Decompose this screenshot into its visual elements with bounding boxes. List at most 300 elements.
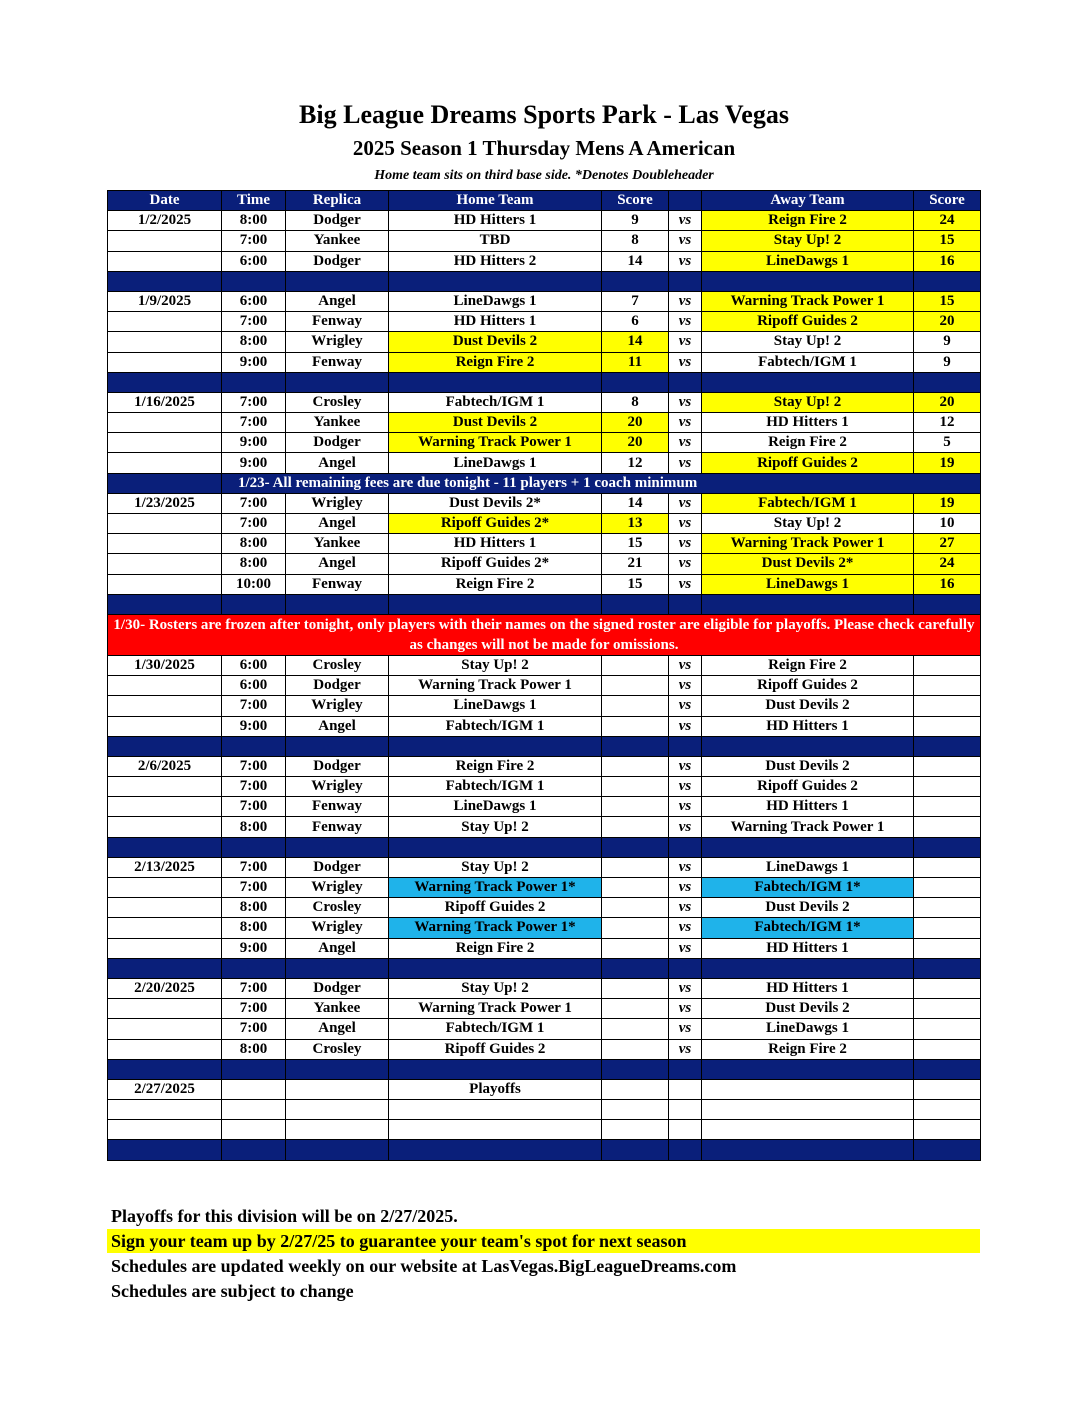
vs-cell: vs [669, 231, 702, 251]
home-team-cell: Stay Up! 2 [389, 817, 602, 837]
separator-cell [702, 958, 914, 978]
home-team-cell: Ripoff Guides 2 [389, 1039, 602, 1059]
separator-cell [914, 594, 981, 614]
table-row [108, 1120, 981, 1140]
date-cell [108, 898, 222, 918]
separator-cell [669, 736, 702, 756]
footer-change-note: Schedules are subject to change [111, 1281, 354, 1301]
home-team-cell: Dust Devils 2 [389, 413, 602, 433]
time-cell: 7:00 [222, 777, 286, 797]
date-cell: 1/30/2025 [108, 655, 222, 675]
table-row [108, 1100, 981, 1120]
notice-text: 1/23- All remaining fees are due tonight - 11 players + 1 coach minimum [222, 473, 981, 493]
vs-cell: vs [669, 574, 702, 594]
time-cell: 7:00 [222, 312, 286, 332]
separator-cell [222, 594, 286, 614]
vs-cell: vs [669, 797, 702, 817]
away-score-cell: 27 [914, 534, 981, 554]
table-row [108, 756, 981, 776]
home-team-cell: HD Hitters 1 [389, 312, 602, 332]
away-team-cell: Reign Fire 2 [702, 1039, 914, 1059]
separator-cell [669, 958, 702, 978]
away-team-cell [702, 1120, 914, 1140]
home-team-cell: HD Hitters 2 [389, 251, 602, 271]
vs-cell: vs [669, 938, 702, 958]
away-score-cell [914, 716, 981, 736]
vs-cell: vs [669, 817, 702, 837]
separator-cell [702, 1140, 914, 1160]
replica-cell: Angel [286, 291, 389, 311]
vs-cell: vs [669, 332, 702, 352]
home-team-cell: Ripoff Guides 2 [389, 898, 602, 918]
home-score-cell [602, 1039, 669, 1059]
separator-row [108, 372, 981, 392]
away-score-cell [914, 898, 981, 918]
separator-cell [669, 1140, 702, 1160]
separator-cell [286, 736, 389, 756]
separator-cell [914, 958, 981, 978]
away-score-cell [914, 817, 981, 837]
separator-cell [389, 372, 602, 392]
time-cell: 7:00 [222, 756, 286, 776]
vs-cell [669, 1079, 702, 1099]
col-header-away-team: Away Team [702, 191, 914, 211]
date-cell [108, 1100, 222, 1120]
notice-text: 1/30- Rosters are frozen after tonight, only players with their names on the signed roster are eligible for playoffs. Please check carefully as changes will not be made for omissions. [108, 614, 981, 655]
time-cell: 7:00 [222, 1019, 286, 1039]
replica-cell: Wrigley [286, 878, 389, 898]
home-team-cell: Fabtech/IGM 1 [389, 716, 602, 736]
away-team-cell: Warning Track Power 1 [702, 291, 914, 311]
away-team-cell: Warning Track Power 1 [702, 817, 914, 837]
separator-cell [702, 837, 914, 857]
table-row [108, 716, 981, 736]
away-score-cell [914, 999, 981, 1019]
away-team-cell: LineDawgs 1 [702, 574, 914, 594]
separator-row [108, 736, 981, 756]
home-team-cell: Warning Track Power 1 [389, 999, 602, 1019]
away-team-cell: Fabtech/IGM 1 [702, 493, 914, 513]
away-team-cell: Reign Fire 2 [702, 211, 914, 231]
time-cell [222, 1120, 286, 1140]
separator-cell [108, 271, 222, 291]
vs-cell: vs [669, 251, 702, 271]
date-cell [108, 413, 222, 433]
replica-cell: Yankee [286, 999, 389, 1019]
away-score-cell [914, 1019, 981, 1039]
home-team-cell: Dust Devils 2* [389, 493, 602, 513]
away-score-cell [914, 938, 981, 958]
time-cell: 7:00 [222, 413, 286, 433]
away-team-cell [702, 1079, 914, 1099]
away-score-cell [914, 1100, 981, 1120]
home-score-cell: 21 [602, 554, 669, 574]
page-subtitle: 2025 Season 1 Thursday Mens A American [352, 136, 736, 160]
replica-cell [286, 1079, 389, 1099]
replica-cell: Fenway [286, 797, 389, 817]
separator-row [108, 594, 981, 614]
separator-cell [389, 837, 602, 857]
vs-cell [669, 1120, 702, 1140]
separator-cell [669, 372, 702, 392]
home-score-cell [602, 777, 669, 797]
date-cell [108, 231, 222, 251]
home-team-cell: HD Hitters 1 [389, 211, 602, 231]
table-row [108, 918, 981, 938]
separator-cell [602, 958, 669, 978]
separator-cell [914, 837, 981, 857]
table-row [108, 1079, 981, 1099]
vs-cell: vs [669, 312, 702, 332]
time-cell: 9:00 [222, 433, 286, 453]
time-cell: 7:00 [222, 978, 286, 998]
table-row [108, 797, 981, 817]
time-cell: 7:00 [222, 857, 286, 877]
replica-cell: Wrigley [286, 332, 389, 352]
home-team-cell: Reign Fire 2 [389, 352, 602, 372]
home-score-cell [602, 756, 669, 776]
away-team-cell: Warning Track Power 1 [702, 534, 914, 554]
away-score-cell [914, 696, 981, 716]
date-cell [108, 676, 222, 696]
separator-cell [914, 271, 981, 291]
home-score-cell [602, 817, 669, 837]
away-team-cell: HD Hitters 1 [702, 716, 914, 736]
date-cell: 2/6/2025 [108, 756, 222, 776]
replica-cell [286, 1120, 389, 1140]
home-score-cell: 8 [602, 231, 669, 251]
separator-cell [222, 736, 286, 756]
away-score-cell [914, 978, 981, 998]
separator-cell [108, 958, 222, 978]
home-team-cell: Fabtech/IGM 1 [389, 777, 602, 797]
replica-cell: Wrigley [286, 493, 389, 513]
footer-playoffs-note: Playoffs for this division will be on 2/27/2025. [111, 1206, 458, 1226]
separator-cell [702, 271, 914, 291]
date-cell [108, 312, 222, 332]
table-row [108, 676, 981, 696]
roster-notice-row [108, 614, 981, 655]
separator-cell [389, 1140, 602, 1160]
replica-cell: Angel [286, 1019, 389, 1039]
separator-cell [108, 736, 222, 756]
home-score-cell [602, 878, 669, 898]
vs-cell: vs [669, 1039, 702, 1059]
home-score-cell: 15 [602, 534, 669, 554]
home-score-cell: 9 [602, 211, 669, 231]
home-score-cell [602, 1120, 669, 1140]
table-row [108, 352, 981, 372]
date-cell [108, 716, 222, 736]
vs-cell: vs [669, 676, 702, 696]
replica-cell: Dodger [286, 978, 389, 998]
separator-cell [286, 1140, 389, 1160]
separator-cell [914, 736, 981, 756]
vs-cell: vs [669, 756, 702, 776]
vs-cell: vs [669, 898, 702, 918]
col-header-vs [669, 191, 702, 211]
away-score-cell: 19 [914, 493, 981, 513]
date-cell [108, 332, 222, 352]
time-cell: 6:00 [222, 676, 286, 696]
home-score-cell [602, 716, 669, 736]
table-row [108, 332, 981, 352]
separator-row [108, 1140, 981, 1160]
home-score-cell: 6 [602, 312, 669, 332]
away-team-cell: Ripoff Guides 2 [702, 312, 914, 332]
away-team-cell: HD Hitters 1 [702, 978, 914, 998]
time-cell [222, 1100, 286, 1120]
table-row [108, 574, 981, 594]
time-cell: 7:00 [222, 696, 286, 716]
replica-cell: Fenway [286, 312, 389, 332]
replica-cell: Angel [286, 716, 389, 736]
home-team-cell: HD Hitters 1 [389, 534, 602, 554]
away-team-cell: Dust Devils 2 [702, 756, 914, 776]
replica-cell: Fenway [286, 352, 389, 372]
time-cell: 7:00 [222, 797, 286, 817]
table-row [108, 817, 981, 837]
home-score-cell: 12 [602, 453, 669, 473]
vs-cell: vs [669, 999, 702, 1019]
table-row [108, 413, 981, 433]
separator-cell [389, 594, 602, 614]
replica-cell: Angel [286, 453, 389, 473]
separator-cell [222, 837, 286, 857]
home-score-cell [602, 898, 669, 918]
vs-cell: vs [669, 655, 702, 675]
away-score-cell: 15 [914, 291, 981, 311]
home-team-cell: Warning Track Power 1 [389, 433, 602, 453]
date-cell [108, 534, 222, 554]
away-score-cell: 24 [914, 554, 981, 574]
separator-cell [389, 958, 602, 978]
home-score-cell [602, 918, 669, 938]
replica-cell: Dodger [286, 251, 389, 271]
home-team-cell: Warning Track Power 1* [389, 878, 602, 898]
away-score-cell: 19 [914, 453, 981, 473]
separator-cell [286, 837, 389, 857]
separator-cell [222, 958, 286, 978]
separator-cell [602, 837, 669, 857]
table-row [108, 857, 981, 877]
replica-cell: Angel [286, 554, 389, 574]
home-score-cell [602, 857, 669, 877]
time-cell: 7:00 [222, 231, 286, 251]
replica-cell: Crosley [286, 898, 389, 918]
separator-cell [286, 958, 389, 978]
home-score-cell [602, 676, 669, 696]
away-score-cell [914, 1039, 981, 1059]
home-team-cell: LineDawgs 1 [389, 797, 602, 817]
time-cell: 7:00 [222, 392, 286, 412]
vs-cell: vs [669, 696, 702, 716]
date-cell: 1/23/2025 [108, 493, 222, 513]
footer-website-note: Schedules are updated weekly on our website at LasVegas.BigLeagueDreams.com [111, 1256, 737, 1276]
home-team-cell: Ripoff Guides 2* [389, 554, 602, 574]
time-cell: 9:00 [222, 716, 286, 736]
notice-spacer [108, 473, 222, 493]
separator-cell [108, 372, 222, 392]
replica-cell: Crosley [286, 392, 389, 412]
replica-cell: Yankee [286, 413, 389, 433]
separator-cell [286, 372, 389, 392]
time-cell: 9:00 [222, 352, 286, 372]
home-score-cell: 15 [602, 574, 669, 594]
date-cell [108, 878, 222, 898]
col-header-time: Time [222, 191, 286, 211]
home-team-cell [389, 1100, 602, 1120]
table-row [108, 1039, 981, 1059]
vs-cell: vs [669, 453, 702, 473]
home-score-cell: 20 [602, 413, 669, 433]
away-score-cell [914, 1079, 981, 1099]
home-team-cell: TBD [389, 231, 602, 251]
replica-cell: Angel [286, 514, 389, 534]
home-team-cell [389, 1120, 602, 1140]
away-team-cell: Stay Up! 2 [702, 514, 914, 534]
away-score-cell: 15 [914, 231, 981, 251]
vs-cell: vs [669, 211, 702, 231]
date-cell [108, 251, 222, 271]
separator-cell [914, 372, 981, 392]
vs-cell: vs [669, 352, 702, 372]
table-header-row [108, 191, 981, 211]
time-cell: 8:00 [222, 918, 286, 938]
home-score-cell [602, 938, 669, 958]
replica-cell: Dodger [286, 756, 389, 776]
away-score-cell [914, 756, 981, 776]
away-team-cell: Ripoff Guides 2 [702, 453, 914, 473]
vs-cell: vs [669, 878, 702, 898]
date-cell [108, 1120, 222, 1140]
vs-cell: vs [669, 978, 702, 998]
away-team-cell: Dust Devils 2 [702, 696, 914, 716]
home-team-cell: LineDawgs 1 [389, 453, 602, 473]
vs-cell: vs [669, 392, 702, 412]
vs-cell: vs [669, 918, 702, 938]
separator-row [108, 837, 981, 857]
time-cell: 8:00 [222, 817, 286, 837]
away-score-cell: 16 [914, 574, 981, 594]
table-row [108, 534, 981, 554]
away-team-cell: Stay Up! 2 [702, 392, 914, 412]
time-cell: 7:00 [222, 999, 286, 1019]
replica-cell: Dodger [286, 676, 389, 696]
date-cell: 2/20/2025 [108, 978, 222, 998]
time-cell: 6:00 [222, 291, 286, 311]
date-cell [108, 554, 222, 574]
home-score-cell [602, 696, 669, 716]
away-score-cell [914, 1120, 981, 1140]
away-score-cell: 24 [914, 211, 981, 231]
separator-cell [389, 271, 602, 291]
away-team-cell: Dust Devils 2 [702, 999, 914, 1019]
replica-cell: Wrigley [286, 918, 389, 938]
date-cell [108, 797, 222, 817]
away-team-cell: Fabtech/IGM 1* [702, 878, 914, 898]
home-score-cell [602, 797, 669, 817]
separator-cell [669, 837, 702, 857]
table-row [108, 392, 981, 412]
replica-cell [286, 1100, 389, 1120]
vs-cell: vs [669, 291, 702, 311]
table-row [108, 696, 981, 716]
separator-cell [669, 1059, 702, 1079]
home-score-cell: 11 [602, 352, 669, 372]
away-score-cell: 9 [914, 352, 981, 372]
fee-notice-row [108, 473, 981, 493]
table-row [108, 938, 981, 958]
replica-cell: Yankee [286, 231, 389, 251]
replica-cell: Dodger [286, 211, 389, 231]
replica-cell: Yankee [286, 534, 389, 554]
home-team-cell: Fabtech/IGM 1 [389, 392, 602, 412]
separator-cell [108, 594, 222, 614]
separator-row [108, 958, 981, 978]
table-row [108, 777, 981, 797]
home-team-cell: Reign Fire 2 [389, 574, 602, 594]
time-cell: 8:00 [222, 1039, 286, 1059]
date-cell [108, 817, 222, 837]
away-team-cell: LineDawgs 1 [702, 857, 914, 877]
vs-cell: vs [669, 413, 702, 433]
away-score-cell: 10 [914, 514, 981, 534]
table-row [108, 898, 981, 918]
date-cell: 2/13/2025 [108, 857, 222, 877]
replica-cell: Dodger [286, 857, 389, 877]
time-cell [222, 1079, 286, 1099]
date-cell [108, 918, 222, 938]
away-team-cell: LineDawgs 1 [702, 251, 914, 271]
home-score-cell [602, 978, 669, 998]
table-row [108, 312, 981, 332]
date-cell [108, 777, 222, 797]
date-cell [108, 433, 222, 453]
home-team-cell: Stay Up! 2 [389, 857, 602, 877]
away-score-cell: 9 [914, 332, 981, 352]
separator-cell [602, 372, 669, 392]
away-team-cell: LineDawgs 1 [702, 1019, 914, 1039]
home-team-cell: Fabtech/IGM 1 [389, 1019, 602, 1039]
away-team-cell: HD Hitters 1 [702, 413, 914, 433]
home-team-cell: Playoffs [389, 1079, 602, 1099]
separator-cell [702, 372, 914, 392]
home-score-cell: 7 [602, 291, 669, 311]
page-title: Big League Dreams Sports Park - Las Vegas [299, 100, 789, 129]
separator-cell [914, 1140, 981, 1160]
time-cell: 8:00 [222, 554, 286, 574]
replica-cell: Fenway [286, 817, 389, 837]
vs-cell: vs [669, 534, 702, 554]
table-row [108, 878, 981, 898]
table-row [108, 211, 981, 231]
away-team-cell: HD Hitters 1 [702, 938, 914, 958]
time-cell: 6:00 [222, 655, 286, 675]
date-cell [108, 696, 222, 716]
date-cell [108, 352, 222, 372]
replica-cell: Crosley [286, 655, 389, 675]
separator-cell [702, 1059, 914, 1079]
away-score-cell: 16 [914, 251, 981, 271]
schedule-body [108, 211, 981, 1160]
separator-cell [914, 1059, 981, 1079]
separator-cell [108, 1140, 222, 1160]
home-score-cell: 14 [602, 332, 669, 352]
away-score-cell [914, 777, 981, 797]
away-team-cell: Stay Up! 2 [702, 332, 914, 352]
replica-cell: Fenway [286, 574, 389, 594]
